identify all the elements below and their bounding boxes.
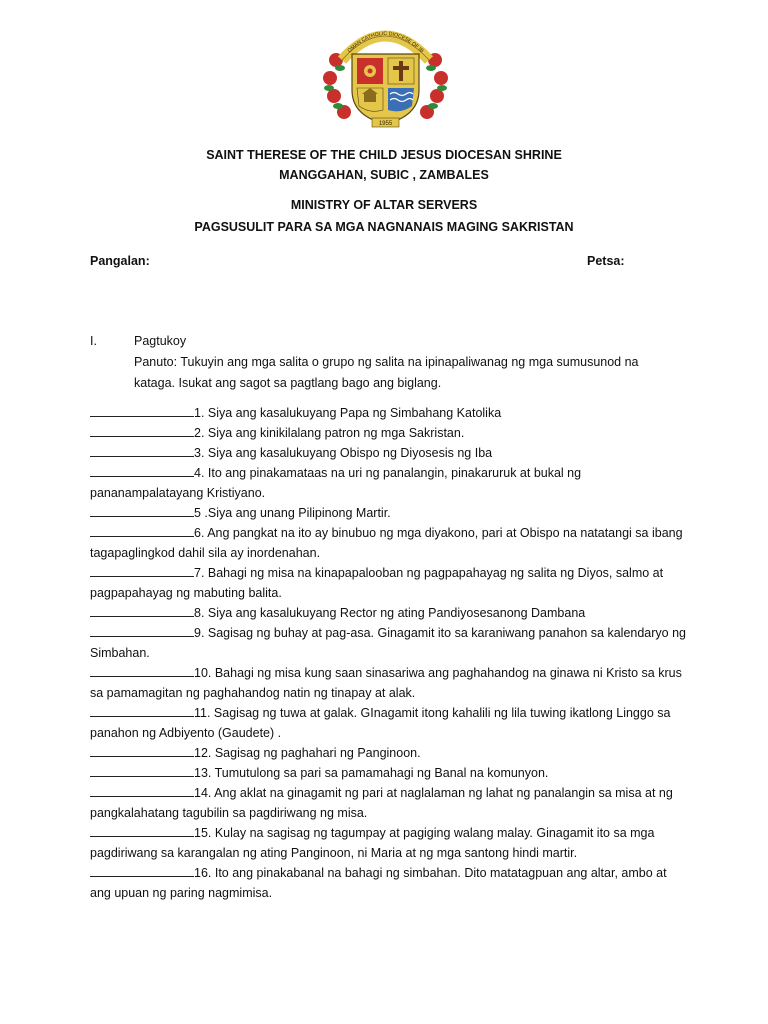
answer-blank[interactable] bbox=[90, 404, 194, 417]
question-item: 14. Ang aklat na ginagamit ng pari at naglalaman ng lahat ng panalangin sa misa at ng pangkalahatang tagubilin sa pagdiriwang ng misa. bbox=[90, 786, 673, 820]
question-item: 8. Siya ang kasalukuyang Rector ng ating Pandiyosesanong Dambana bbox=[90, 603, 690, 623]
instructions-line-1: Panuto: Tukuyin ang mga salita o grupo ng salita na ipinapaliwanag ng mga sumusunod na bbox=[134, 355, 639, 369]
question-item: 12. Sagisag ng paghahari ng Panginoon. bbox=[90, 743, 690, 763]
answer-blank[interactable] bbox=[90, 604, 194, 617]
question-item: 11. Sagisag ng tuwa at galak. GInagamit itong kahalili ng lila tuwing ikatlong Linggo sa panahon ng Adbiyento (Gaudete) . bbox=[90, 706, 671, 740]
answer-blank[interactable] bbox=[90, 624, 194, 637]
section-title: Pagtukoy bbox=[134, 334, 187, 348]
answer-blank[interactable] bbox=[90, 784, 194, 797]
question-item: 7. Bahagi ng misa na kinapapalooban ng pagpapahayag ng salita ng Diyos, salmo at pagpapahayag ng mabuting balita. bbox=[90, 566, 664, 600]
answer-blank[interactable] bbox=[90, 424, 194, 437]
svg-text:1955: 1955 bbox=[378, 121, 393, 127]
answer-blank[interactable] bbox=[90, 764, 194, 777]
question-item: 3. Siya ang kasalukuyang Obispo ng Diyosesis ng Iba bbox=[90, 443, 690, 463]
answer-blank[interactable] bbox=[90, 444, 194, 457]
question-item: 9. Sagisag ng buhay at pag-asa. Ginagamit ito sa karaniwang panahon sa kalendaryo ng Simbahan. bbox=[90, 626, 686, 660]
date-label: Petsa: bbox=[587, 254, 625, 268]
question-item: 13. Tumutulong sa pari sa pamamahagi ng Banal na komunyon. bbox=[90, 763, 690, 783]
question-item: 6. Ang pangkat na ito ay binubuo ng mga diyakono, pari at Obispo na natatangi sa ibang tagapaglingkod dahil sila ay inordenahan. bbox=[90, 526, 683, 560]
question-item: 5 .Siya ang unang Pilipinong Martir. bbox=[90, 503, 690, 523]
name-label: Pangalan: bbox=[90, 254, 150, 268]
answer-blank[interactable] bbox=[90, 864, 194, 877]
answer-blank[interactable] bbox=[90, 664, 194, 677]
ministry-title: MINISTRY OF ALTAR SERVERS bbox=[290, 198, 478, 212]
answer-blank[interactable] bbox=[90, 464, 194, 477]
svg-text:ROMAN CATHOLIC DIOCESE OF IBA: OMAN CATHOLIC DIOCESE OF IB bbox=[346, 30, 425, 55]
answer-blank[interactable] bbox=[90, 744, 194, 757]
question-item: 4. Ito ang pinakamataas na uri ng panalangin, pinakaruruk at bukal ng pananampalatayang Kristiyano. bbox=[90, 466, 582, 500]
question-list bbox=[90, 403, 690, 903]
answer-blank[interactable] bbox=[90, 704, 194, 717]
rose-wreath-left bbox=[323, 53, 351, 119]
shrine-name: SAINT THERESE OF THE CHILD JESUS DIOCESAN SHRINE bbox=[206, 148, 562, 162]
diocese-seal-logo bbox=[318, 20, 453, 132]
shrine-address: MANGGAHAN, SUBIC , ZAMBALES bbox=[279, 168, 489, 182]
section-numeral: I. bbox=[90, 334, 97, 348]
question-item: 16. Ito ang pinakabanal na bahagi ng simbahan. Dito matatagpuan ang altar, ambo at ang upuan ng paring nagmimisa. bbox=[90, 866, 667, 900]
exam-title: PAGSUSULIT PARA SA MGA NAGNANAIS MAGING SAKRISTAN bbox=[194, 220, 574, 234]
question-item: 10. Bahagi ng misa kung saan sinasariwa ang paghahandog na ginawa ni Kristo sa krus sa pamamagitan ng paghahandog natin ng tinapay at alak. bbox=[90, 666, 682, 700]
answer-blank[interactable] bbox=[90, 564, 194, 577]
question-item: 15. Kulay na sagisag ng tagumpay at pagiging walang malay. Ginagamit ito sa mga pagdiriwang sa karangalan ng ating Panginoon, ni Maria at ng mga santong hindi martir. bbox=[90, 826, 655, 860]
answer-blank[interactable] bbox=[90, 504, 194, 517]
shield-emblem bbox=[352, 54, 419, 124]
answer-blank[interactable] bbox=[90, 824, 194, 837]
question-item: 2. Siya ang kinikilalang patron ng mga Sakristan. bbox=[90, 423, 690, 443]
question-item: 1. Siya ang kasalukuyang Papa ng Simbahang Katolika bbox=[90, 403, 690, 423]
instructions-line-2: kataga. Isukat ang sagot sa pagtlang bago ang biglang. bbox=[134, 376, 442, 390]
answer-blank[interactable] bbox=[90, 524, 194, 537]
